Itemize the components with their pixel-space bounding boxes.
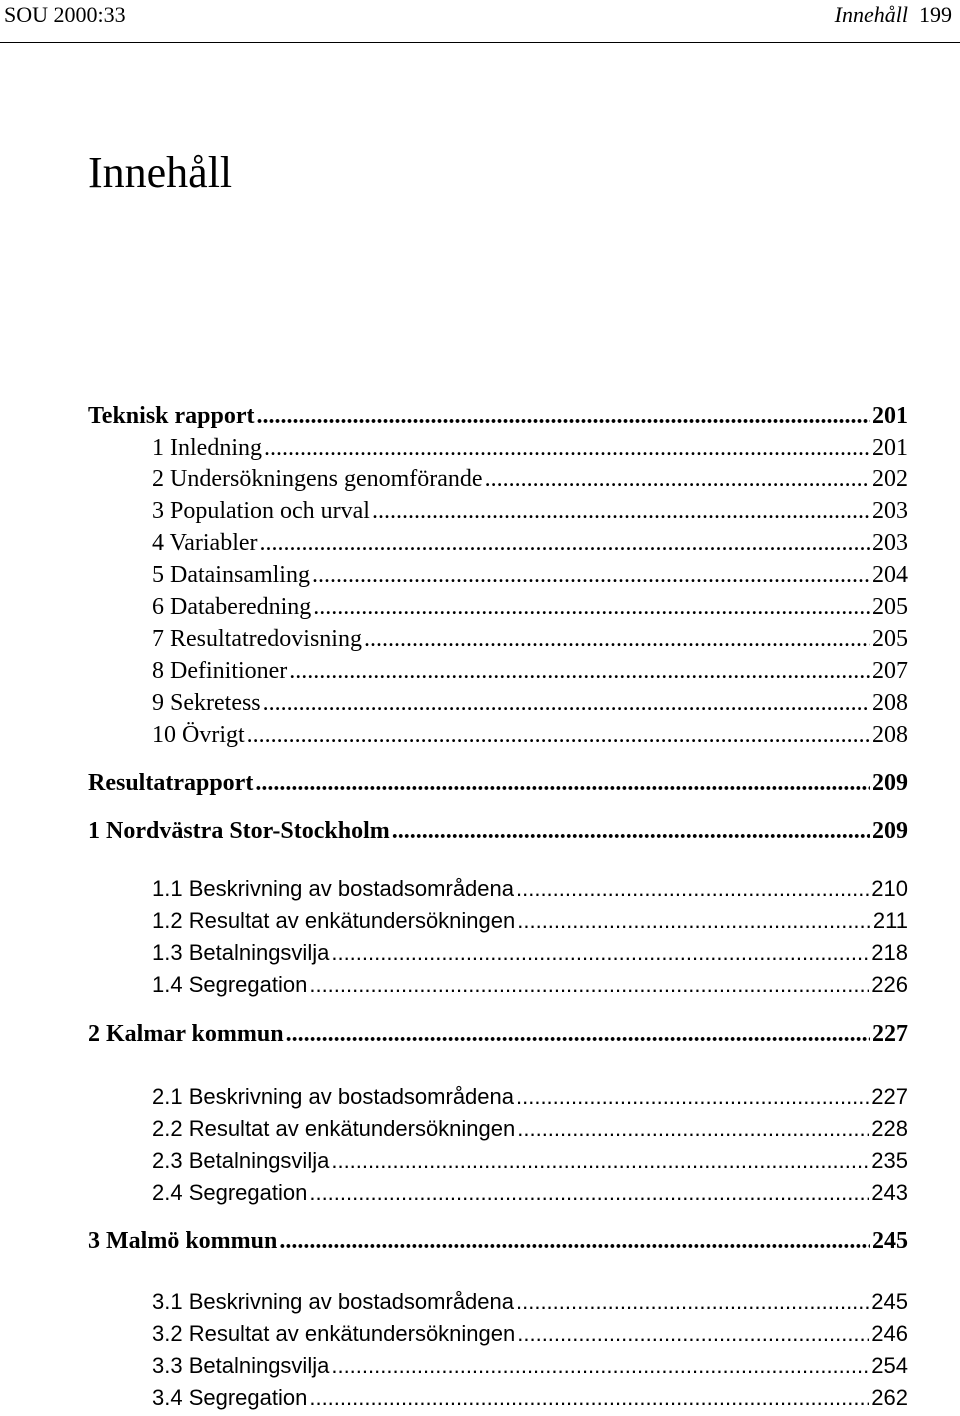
toc-leader-dots xyxy=(331,1145,869,1177)
toc-entry[interactable] xyxy=(88,767,908,799)
toc-entry-page: 235 xyxy=(871,1148,908,1173)
toc-entry-page: 209 xyxy=(872,818,908,844)
toc-entry[interactable] xyxy=(152,432,908,464)
toc-entry-page: 227 xyxy=(872,1021,908,1047)
toc-leader-dots xyxy=(517,905,871,937)
page-number: 199 xyxy=(919,2,952,27)
toc-entry-page: 211 xyxy=(872,908,908,933)
toc-entry[interactable] xyxy=(152,1350,908,1382)
toc-leader-dots xyxy=(364,623,870,655)
toc-entry[interactable] xyxy=(88,815,908,847)
toc-entry-page: 254 xyxy=(871,1353,908,1378)
toc-entry-label: 1.1 Beskrivning av bostadsområdena xyxy=(152,876,514,901)
toc-entry-label: 2 Undersökningens genomförande xyxy=(152,466,483,492)
toc-leader-dots xyxy=(516,873,869,905)
toc-entry-page: 218 xyxy=(871,940,908,965)
toc-entry-label: 3.4 Segregation xyxy=(152,1385,308,1410)
toc-entry-page: 204 xyxy=(872,562,908,588)
toc-entry[interactable] xyxy=(152,591,908,623)
toc-leader-dots xyxy=(309,969,869,1001)
toc-entry-label: 7 Resultatredovisning xyxy=(152,626,362,652)
section-name: Innehåll xyxy=(834,2,908,27)
toc-entry[interactable] xyxy=(152,1081,908,1113)
toc-entry-label: 1.2 Resultat av enkätundersökningen xyxy=(152,908,516,933)
toc-entry-page: 205 xyxy=(872,594,908,620)
toc-entry[interactable] xyxy=(152,873,908,905)
toc-entry-label: 3 Malmö kommun xyxy=(88,1228,278,1254)
toc-entry[interactable] xyxy=(88,1225,908,1257)
toc-leader-dots xyxy=(517,1318,869,1350)
toc-entry[interactable] xyxy=(152,1382,908,1414)
toc-entry-label: 1.3 Betalningsvilja xyxy=(152,940,330,965)
toc-entry-page: 245 xyxy=(872,1228,908,1254)
toc-entry-label: 6 Databeredning xyxy=(152,594,312,620)
toc-entry-label: 3.3 Betalningsvilja xyxy=(152,1353,330,1378)
toc-entry-label: 2.4 Segregation xyxy=(152,1180,308,1205)
toc-entry-page: 209 xyxy=(872,770,908,796)
toc-entry-page: 201 xyxy=(872,403,908,429)
toc-entry-page: 246 xyxy=(871,1321,908,1346)
toc-entry-page: 208 xyxy=(872,690,908,716)
toc-leader-dots xyxy=(309,1177,869,1209)
toc-entry-page: 208 xyxy=(872,722,908,748)
toc-entry-label: Teknisk rapport xyxy=(88,403,255,429)
toc-entry-label: 5 Datainsamling xyxy=(152,562,310,588)
toc-entry-label: 10 Övrigt xyxy=(152,722,245,748)
toc-leader-dots xyxy=(257,400,871,432)
toc-leader-dots xyxy=(263,687,870,719)
toc-entry[interactable] xyxy=(152,1177,908,1209)
toc-entry-label: 8 Definitioner xyxy=(152,658,288,684)
toc-entry[interactable] xyxy=(88,400,908,432)
toc-leader-dots xyxy=(255,767,870,799)
toc-entry[interactable] xyxy=(152,1145,908,1177)
toc-leader-dots xyxy=(517,1113,869,1145)
toc-entry[interactable] xyxy=(88,1018,908,1050)
toc-entry-label: Resultatrapport xyxy=(88,770,254,796)
toc-leader-dots xyxy=(309,1382,869,1414)
toc-leader-dots xyxy=(331,1350,869,1382)
toc-leader-dots xyxy=(260,527,870,559)
toc-entry[interactable] xyxy=(152,1286,908,1318)
toc-entry[interactable] xyxy=(152,463,908,495)
toc-entry-label: 2.3 Betalningsvilja xyxy=(152,1148,330,1173)
toc-leader-dots xyxy=(516,1286,869,1318)
toc-entry-page: 203 xyxy=(872,498,908,524)
toc-entry-label: 4 Variabler xyxy=(152,530,258,556)
toc-entry-label: 2.1 Beskrivning av bostadsområdena xyxy=(152,1084,514,1109)
toc-entry-page: 226 xyxy=(871,972,908,997)
toc-entry-page: 243 xyxy=(871,1180,908,1205)
toc-entry-page: 207 xyxy=(872,658,908,684)
toc-entry[interactable] xyxy=(152,969,908,1001)
toc-leader-dots xyxy=(372,495,870,527)
toc-entry-page: 201 xyxy=(872,435,908,461)
toc-entry-label: 1 Inledning xyxy=(152,435,262,461)
toc-entry-label: 2.2 Resultat av enkätundersökningen xyxy=(152,1116,516,1141)
toc-entry[interactable] xyxy=(152,1318,908,1350)
toc-leader-dots xyxy=(247,719,870,751)
toc-entry[interactable] xyxy=(152,559,908,591)
toc-entry[interactable] xyxy=(152,623,908,655)
toc-entry-page: 202 xyxy=(872,466,908,492)
toc-leader-dots xyxy=(286,1018,870,1050)
toc-entry[interactable] xyxy=(152,495,908,527)
toc-entry[interactable] xyxy=(152,1113,908,1145)
toc-entry[interactable] xyxy=(152,687,908,719)
toc-leader-dots xyxy=(392,815,870,847)
toc-entry[interactable] xyxy=(152,527,908,559)
toc-leader-dots xyxy=(516,1081,869,1113)
toc-leader-dots xyxy=(264,432,870,464)
toc-entry-label: 1.4 Segregation xyxy=(152,972,308,997)
toc-leader-dots xyxy=(279,1225,870,1257)
report-id: SOU 2000:33 xyxy=(4,2,126,27)
page-title: Innehåll xyxy=(88,148,233,197)
toc-entry[interactable] xyxy=(152,719,908,751)
toc-leader-dots xyxy=(289,655,870,687)
toc-entry-page: 203 xyxy=(872,530,908,556)
toc-entry-page: 227 xyxy=(871,1084,908,1109)
toc-leader-dots xyxy=(485,463,870,495)
toc-leader-dots xyxy=(331,937,869,969)
toc-entry[interactable] xyxy=(152,905,908,937)
toc-entry-label: 9 Sekretess xyxy=(152,690,261,716)
toc-entry-page: 245 xyxy=(871,1289,908,1314)
toc-leader-dots xyxy=(313,591,870,623)
toc-leader-dots xyxy=(312,559,870,591)
toc-entry-page: 228 xyxy=(871,1116,908,1141)
toc-entry[interactable] xyxy=(152,937,908,969)
toc-entry-page: 210 xyxy=(871,876,908,901)
toc-entry-label: 2 Kalmar kommun xyxy=(88,1021,284,1047)
toc-entry-page: 262 xyxy=(871,1385,908,1410)
toc-entry-label: 3.2 Resultat av enkätundersökningen xyxy=(152,1321,516,1346)
toc-entry-label: 3.1 Beskrivning av bostadsområdena xyxy=(152,1289,514,1314)
toc-entry-label: 1 Nordvästra Stor-Stockholm xyxy=(88,818,390,844)
toc-entry-label: 3 Population och urval xyxy=(152,498,370,524)
toc-entry-page: 205 xyxy=(872,626,908,652)
toc-entry[interactable] xyxy=(152,655,908,687)
